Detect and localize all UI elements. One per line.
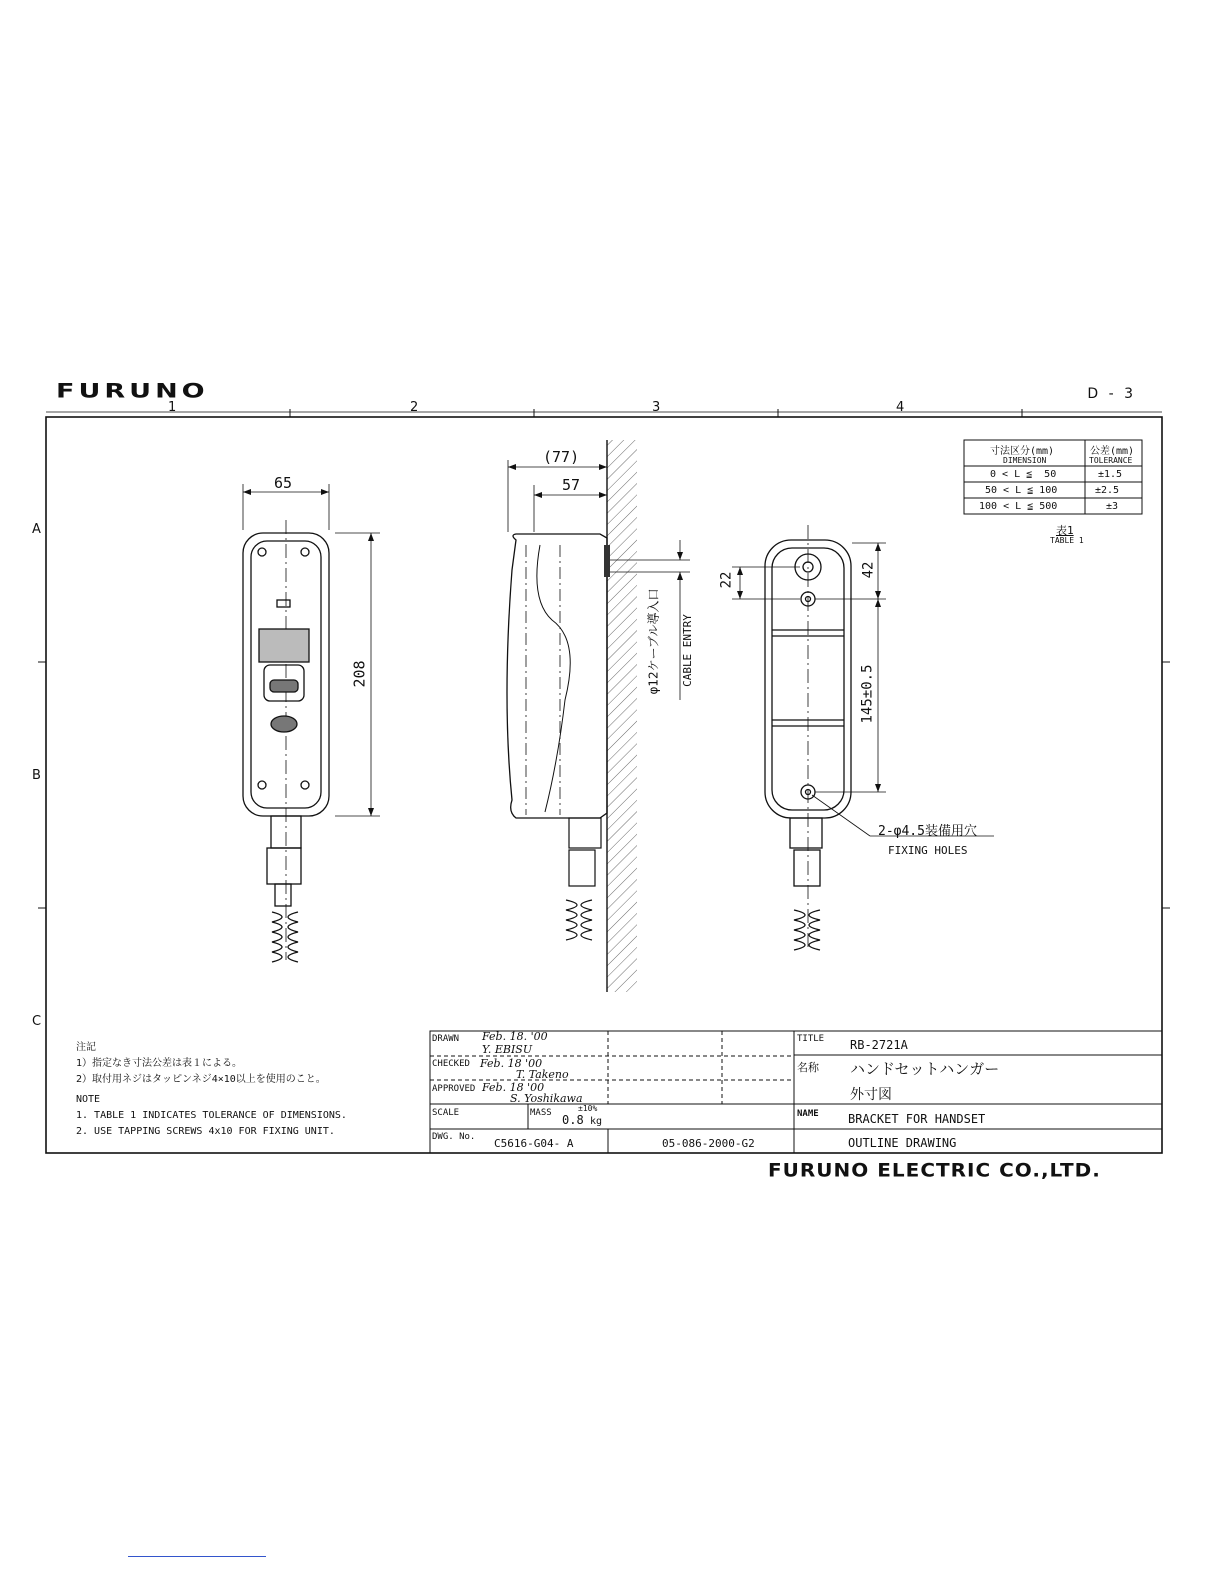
tb-title-value: RB-2721A bbox=[850, 1038, 908, 1052]
dim-back-42: 42 bbox=[860, 561, 877, 579]
company-name: FURUNO ELECTRIC CO.,LTD. bbox=[768, 1158, 1101, 1182]
table-row-2-tol: ±2.5 bbox=[1095, 485, 1120, 496]
notes-en-2: 2. USE TAPPING SCREWS 4x10 FOR FIXING UNIT. bbox=[76, 1126, 335, 1137]
tb-drawn-date: Feb. 18. '00 bbox=[482, 1030, 548, 1043]
tb-name-value: BRACKET FOR HANDSET bbox=[848, 1112, 986, 1126]
notes-en-1: 1. TABLE 1 INDICATES TOLERANCE OF DIMENSIONS. bbox=[76, 1110, 347, 1121]
row-letter-b: B bbox=[32, 768, 41, 783]
table-row-1-tol: ±1.5 bbox=[1098, 469, 1123, 480]
table-row-3-range: 100 < L ≦ 500 bbox=[979, 501, 1058, 512]
sheet-code: D - 3 bbox=[1087, 386, 1136, 402]
tb-title-label: TITLE bbox=[797, 1034, 825, 1044]
fixing-holes-en: FIXING HOLES bbox=[888, 844, 968, 857]
tb-approved-name: S. Yoshikawa bbox=[510, 1092, 583, 1105]
tb-checked-label: CHECKED bbox=[432, 1059, 470, 1069]
side-view bbox=[507, 440, 637, 992]
tb-approved-label: APPROVED bbox=[432, 1084, 476, 1094]
dim-front-height: 208 bbox=[350, 660, 369, 688]
fixing-holes-jp: 2-φ4.5装備用穴 bbox=[878, 824, 977, 839]
tb-name-jp-value: ハンドセットハンガー bbox=[850, 1060, 1000, 1078]
tb-drawn-label: DRAWN bbox=[432, 1034, 460, 1044]
tb-dwg-no-2: 05-086-2000-G2 bbox=[662, 1137, 755, 1150]
dim-front-width: 65 bbox=[274, 474, 293, 492]
table-header-dimension-jp: 寸法区分(mm) bbox=[990, 446, 1055, 457]
table-header-dimension-en: DIMENSION bbox=[1003, 456, 1047, 465]
dim-back-22: 22 bbox=[718, 571, 735, 589]
dim-side-depth: 57 bbox=[562, 476, 581, 494]
tb-mass-unit: kg bbox=[590, 1116, 603, 1127]
tb-dwg-no: C5616-G04- A bbox=[494, 1137, 574, 1150]
footer-rule bbox=[128, 1556, 266, 1557]
table-row-2-range: 50 < L ≦ 100 bbox=[985, 485, 1058, 496]
dim-side-overall: (77) bbox=[543, 448, 580, 466]
column-number-2: 2 bbox=[410, 400, 419, 415]
tb-scale-label: SCALE bbox=[432, 1108, 460, 1118]
front-view bbox=[243, 520, 329, 962]
tb-mass-label: MASS bbox=[530, 1108, 552, 1118]
row-letter-c: C bbox=[32, 1014, 42, 1029]
tb-name-sub: OUTLINE DRAWING bbox=[848, 1136, 957, 1150]
tb-name-jp-label: 名称 bbox=[797, 1061, 819, 1074]
tb-drawn-name: Y. EBISU bbox=[482, 1043, 533, 1056]
tb-dwg-label: DWG. No. bbox=[432, 1132, 476, 1142]
table-caption-en: TABLE 1 bbox=[1050, 536, 1084, 545]
tb-approved-date: Feb. 18 '00 bbox=[482, 1081, 545, 1094]
row-letter-a: A bbox=[32, 522, 41, 537]
column-number-1: 1 bbox=[168, 400, 177, 415]
column-number-4: 4 bbox=[896, 400, 905, 415]
table-header-tolerance-jp: 公差(mm) bbox=[1090, 446, 1135, 457]
notes-jp-2: 2）取付用ネジはタッピンネジ4×10以上を使用のこと。 bbox=[76, 1074, 326, 1085]
table-header-tolerance-en: TOLERANCE bbox=[1089, 456, 1133, 465]
tb-checked-name: T. Takeno bbox=[516, 1068, 569, 1081]
table-row-1-range: 0 < L ≦ 50 bbox=[990, 469, 1057, 480]
furuno-logo: FURUNO bbox=[56, 380, 209, 403]
back-view bbox=[765, 525, 851, 950]
notes-jp-1: 1）指定なき寸法公差は表１による。 bbox=[76, 1058, 243, 1069]
tb-name-jp-sub: 外寸図 bbox=[850, 1087, 892, 1103]
table-caption-jp: 表1 bbox=[1056, 524, 1074, 537]
notes-block bbox=[76, 1040, 347, 1140]
table-row-3-tol: ±3 bbox=[1106, 501, 1119, 512]
tb-mass-value: 0.8 bbox=[562, 1113, 584, 1127]
column-number-3: 3 bbox=[652, 400, 661, 415]
notes-jp-title: 注記 bbox=[76, 1042, 96, 1053]
notes-en-title: NOTE bbox=[76, 1094, 101, 1105]
dim-back-pitch: 145±0.5 bbox=[859, 664, 876, 724]
tb-checked-date: Feb. 18 '00 bbox=[480, 1057, 543, 1070]
cable-entry-jp: φ12ケーブル導入口 bbox=[646, 588, 661, 695]
tb-name-label: NAME bbox=[797, 1109, 819, 1119]
cable-entry-en: CABLE ENTRY bbox=[680, 614, 694, 687]
tb-mass-tolerance: ±10% bbox=[578, 1104, 598, 1113]
